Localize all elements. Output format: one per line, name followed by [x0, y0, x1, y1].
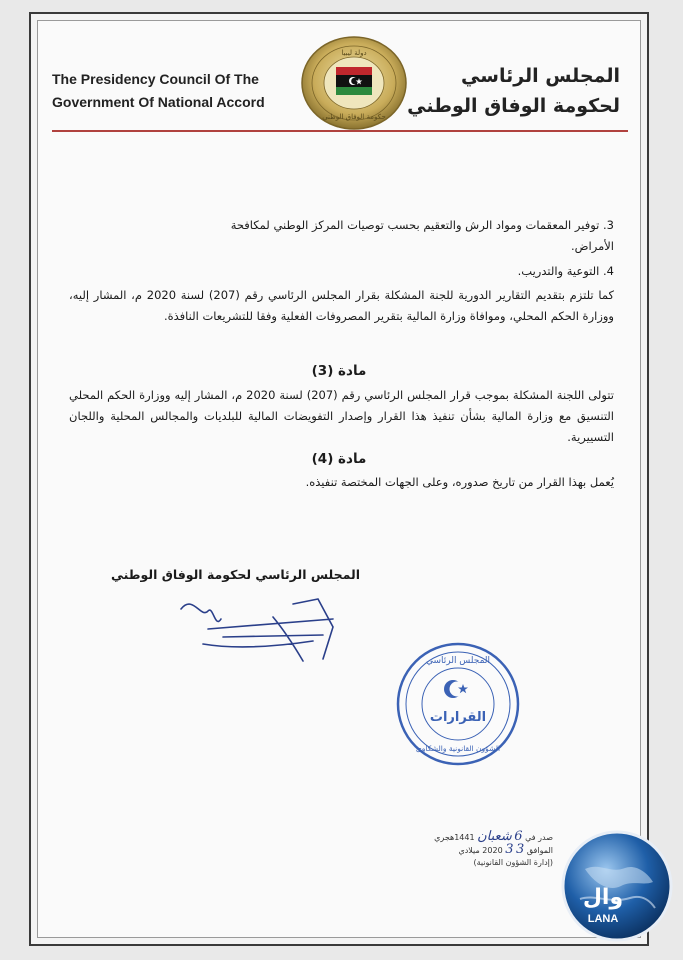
reference-block: [403, 831, 553, 869]
reference-hijri-line: صدر في 6 شعبان 1441هجري: [434, 829, 553, 844]
english-title-line2: Government Of National Accord: [52, 94, 265, 110]
item-3: [69, 215, 614, 257]
document-page: [37, 20, 641, 938]
arabic-title-line1: المجلس الرئاسي: [461, 65, 620, 87]
article-4-heading: مادة (4): [311, 451, 367, 467]
stamp-middle-text: القرارات: [429, 710, 487, 725]
arabic-header: [407, 61, 620, 121]
header-rule: [52, 130, 628, 132]
article-3-heading: مادة (3): [311, 363, 367, 379]
english-header: [52, 68, 265, 114]
national-emblem-icon: [298, 35, 410, 131]
arabic-title-line2: لحكومة الوفاق الوطني: [407, 95, 620, 117]
english-title-line1: The Presidency Council Of The: [52, 71, 259, 87]
lana-arabic-text: وال: [582, 885, 624, 910]
stamp-bottom-text: الشؤون القانونية والشكاوى: [415, 744, 501, 753]
reference-gregorian-line: الموافق 3 3 2020 ميلادي: [458, 842, 553, 857]
item-4: 4. التوعية والتدريب.: [517, 264, 614, 278]
emblem-bottom-text: حكومة الوفاق الوطني: [322, 113, 386, 121]
signature-icon: [173, 589, 343, 669]
reference-footer: (إدارة الشؤون القانونية): [473, 858, 553, 867]
official-stamp-icon: [393, 639, 523, 769]
stamp-top-text: المجلس الرئاسي: [425, 656, 491, 666]
paragraph-reports: كما تلتزم بتقديم التقارير الدورية للجنة المشكلة بقرار المجلس الرئاسي رقم (207) لسنة 2020 م، المشار إليه، ووزارة الحكم المحلي، وموافاة وزارة المالية بتقرير المصروفات الفعلية وفقا للتشريعات النافذة.: [69, 288, 614, 323]
item-3-line1: 3. توفير المعقمات ومواد الرش والتعقيم بحسب توصيات المركز الوطني لمكافحة: [230, 218, 614, 232]
emblem-top-text: دولة ليبيا: [341, 49, 367, 57]
item-3-line2: الأمراض.: [570, 239, 614, 253]
signatory-title: المجلس الرئاسي لحكومة الوفاق الوطني: [111, 567, 360, 582]
article-3-text: تتولى اللجنة المشكلة بموجب قرار المجلس الرئاسي رقم (207) لسنة 2020 م، المشار إليه ووزارة الحكم المحلي التنسيق مع وزارة المالية بشأن تنفيذ هذا القرار وإصدار التفويضات المالية للبلديات والمجالس المحلية واللجان التسييرية.: [69, 388, 614, 444]
lana-logo-icon: [555, 824, 675, 944]
article-4-text: يُعمل بهذا القرار من تاريخ صدوره، وعلى الجهات المختصة تنفيذه.: [305, 475, 614, 489]
lana-latin-text: LANA: [587, 913, 619, 925]
document-frame: [29, 12, 649, 946]
